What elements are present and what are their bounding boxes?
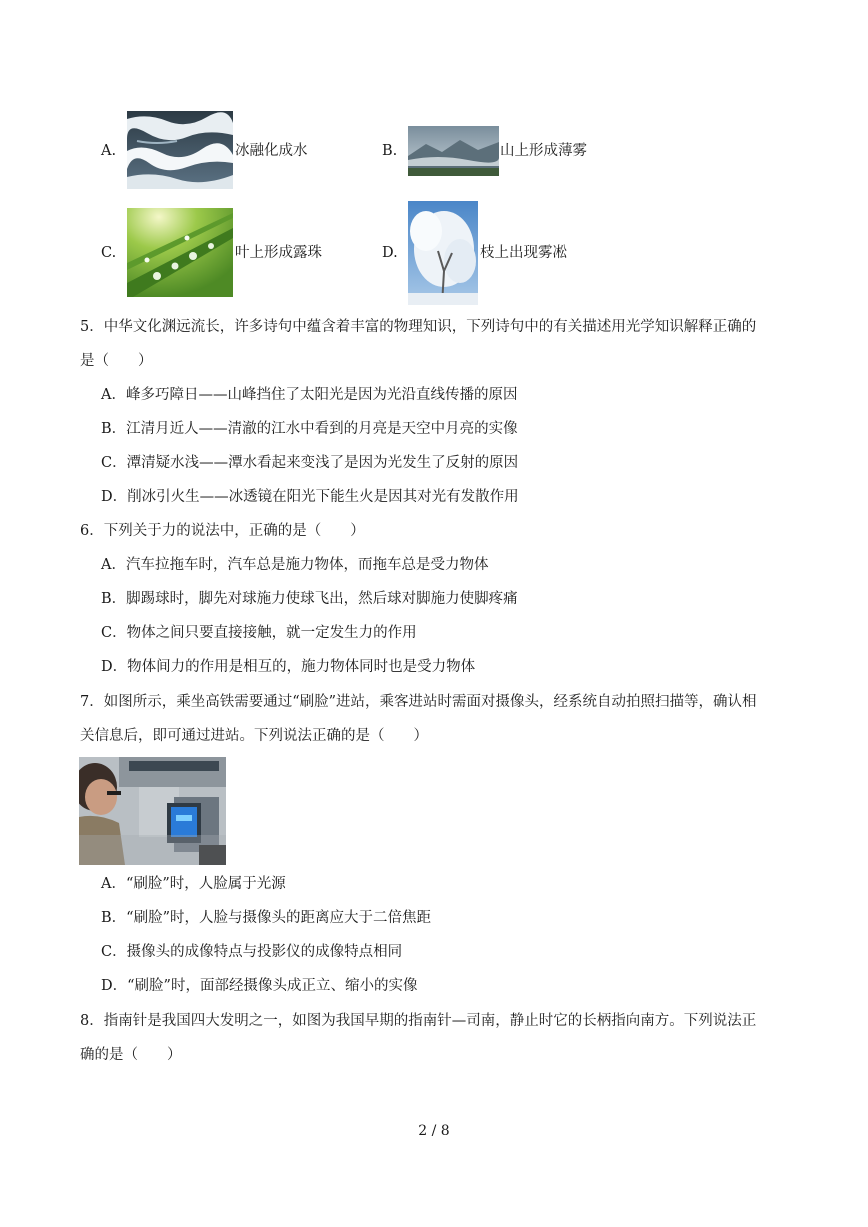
face-scan-gate-photo	[79, 757, 226, 865]
q8-stem-line2: 确的是（ ）	[80, 1047, 182, 1063]
leaf-dew-photo	[127, 208, 233, 297]
q4-option-b-letter: B.	[382, 143, 398, 159]
page-number: 2 / 8	[418, 1123, 450, 1139]
mountain-mist-photo	[408, 126, 499, 176]
q6-stem: 6．下列关于力的说法中，正确的是（ ）	[80, 523, 365, 539]
q5-option-a: A．峰多巧障日——山峰挡住了太阳光是因为光沿直线传播的原因	[101, 387, 518, 403]
q4-option-b-text: 山上形成薄雾	[500, 143, 587, 159]
q8-stem-line1: 8．指南针是我国四大发明之一，如图为我国早期的指南针—司南，静止时它的长柄指向南方。下列说法正	[80, 1013, 757, 1029]
q7-option-d: D．“刷脸”时，面部经摄像头成正立、缩小的实像	[101, 978, 418, 994]
q7-stem-line1: 7．如图所示，乘坐高铁需要通过“刷脸”进站，乘客进站时需面对摄像头，经系统自动拍照扫描等，确认相	[80, 694, 757, 710]
rime-tree-photo	[408, 201, 478, 305]
q5-option-b: B．江清月近人——清澈的江水中看到的月亮是天空中月亮的实像	[101, 421, 518, 437]
q4-option-c-text: 叶上形成露珠	[235, 245, 322, 261]
q6-option-a: A．汽车拉拖车时，汽车总是施力物体，而拖车总是受力物体	[101, 557, 489, 573]
q7-option-a: A．“刷脸”时，人脸属于光源	[101, 876, 286, 892]
q6-option-c: C．物体之间只要直接接触，就一定发生力的作用	[101, 625, 417, 641]
q5-option-d: D．削冰引火生——冰透镜在阳光下能生火是因其对光有发散作用	[101, 489, 519, 505]
q7-option-b: B．“刷脸”时，人脸与摄像头的距离应大于二倍焦距	[101, 910, 431, 926]
q6-option-d: D．物体间力的作用是相互的，施力物体同时也是受力物体	[101, 659, 476, 675]
q4-option-a-text: 冰融化成水	[235, 143, 308, 159]
ice-melting-photo	[127, 111, 233, 189]
q5-stem-line2: 是（ ）	[80, 353, 153, 369]
q4-option-d-text: 枝上出现雾凇	[480, 245, 567, 261]
q6-option-b: B．脚踢球时，脚先对球施力使球飞出，然后球对脚施力使脚疼痛	[101, 591, 518, 607]
q4-option-c-letter: C.	[101, 245, 117, 261]
q4-option-d-letter: D.	[382, 245, 398, 261]
q4-option-a-letter: A.	[101, 143, 117, 159]
q5-stem-line1: 5．中华文化渊远流长，许多诗句中蕴含着丰富的物理知识，下列诗句中的有关描述用光学知识解释正确的	[80, 319, 757, 335]
q5-option-c: C．潭清疑水浅——潭水看起来变浅了是因为光发生了反射的原因	[101, 455, 519, 471]
q7-option-c: C．摄像头的成像特点与投影仪的成像特点相同	[101, 944, 403, 960]
q7-stem-line2: 关信息后，即可通过进站。下列说法正确的是（ ）	[80, 728, 428, 744]
